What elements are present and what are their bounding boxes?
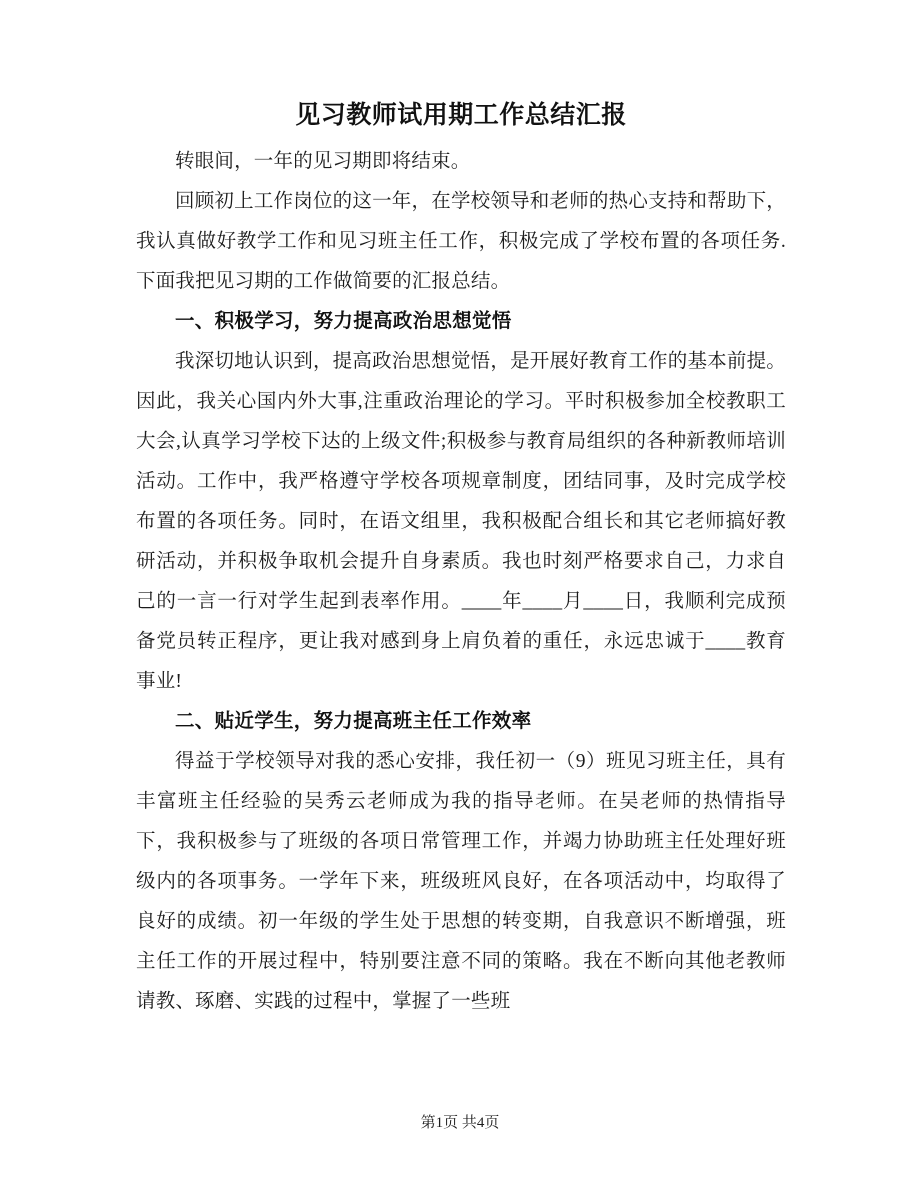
paragraph-section-one-body: 我深切地认识到，提高政治思想觉悟，是开展好教育工作的基本前提。因此，我关心国内外大事,注重政治理论的学习。平时积极参加全校教职工大会,认真学习学校下达的上级文件;积极参与教育局组织的各种新教师培训活动。工作中，我严格遵守学校各项规章制度，团结同事，及时完成学校布置的各项任务。同时，在语文组里，我积极配合组长和其它老师搞好教研活动，并积极争取机会提升自身素质。我也时刻严格要求自己，力求自己的一言一行对学生起到表率作用。____年____月____日，我顺利完成预备党员转正程序，更让我对感到身上肩负着的重任，永远忠诚于____教育事业! [136,351,786,692]
paragraph-overview: 回顾初上工作岗位的这一年，在学校领导和老师的热心支持和帮助下，我认真做好教学工作和见习班主任工作，积极完成了学校布置的各项任务.下面我把见习期的工作做简要的汇报总结。 [136,191,786,292]
page-title: 见习教师试用期工作总结汇报 [295,102,627,129]
page-footer: 第1页 共4页 [420,1115,500,1131]
section-heading-two: 二、贴近学生，努力提高班主任工作效率 [175,711,532,732]
paragraph-intro: 转眼间，一年的见习期即将结束。 [175,151,471,172]
section-heading-one: 一、积极学习，努力提高政治思想觉悟 [175,311,512,332]
paragraph-section-two-body: 得益于学校领导对我的悉心安排，我任初一（9）班见习班主任，具有丰富班主任经验的吴秀云老师成为我的指导老师。在吴老师的热情指导下，我积极参与了班级的各项日常管理工作，并竭力协助班主任处理好班级内的各项事务。一学年下来，班级班风良好，在各项活动中，均取得了良好的成绩。初一年级的学生处于思想的转变期，自我意识不断增强，班主任工作的开展过程中，特别要注意不同的策略。我在不断向其他老教师请教、琢磨、实践的过程中，掌握了一些班 [136,751,786,1012]
document-body [136,96,786,1022]
